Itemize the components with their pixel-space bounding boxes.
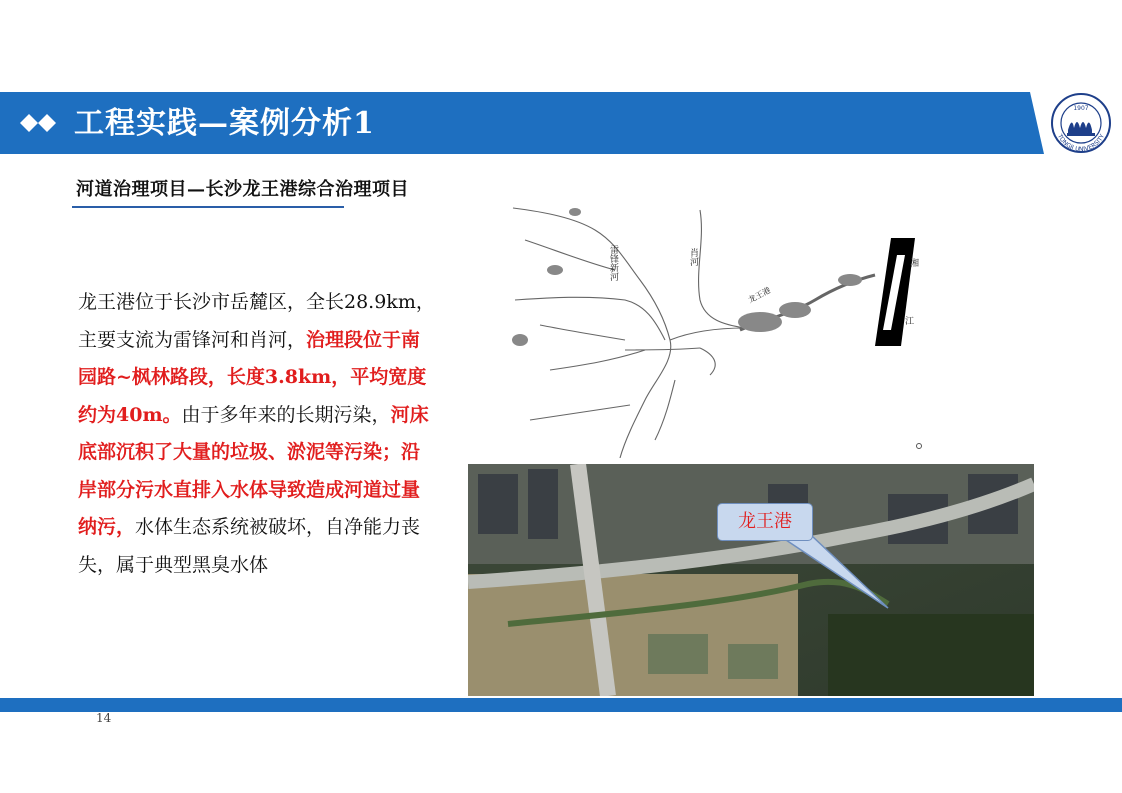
tongji-university-logo <box>1048 92 1114 154</box>
callout-label: 龙王港 <box>717 503 813 541</box>
page-number: 14 <box>96 711 112 725</box>
diamond-icon <box>18 110 62 136</box>
text-highlight-section: 治理段位于南园路~枫林路段，长度3.8km，平均宽度约为40m。 <box>78 328 427 426</box>
svg-text:TONGJI UNIVERSITY: TONGJI UNIVERSITY <box>1055 133 1107 154</box>
text-pollution-intro: 由于多年来的长期污染， <box>181 403 391 426</box>
description-paragraph <box>78 284 438 584</box>
text-conclusion: 水体生态系统被破坏，自净能力丧失，属于典型黑臭水体 <box>78 516 421 576</box>
text-highlight-pollution: 河床底部沉积了大量的垃圾、淤泥等污染；沿岸部分污水直排入水体导致造成河道过量纳污， <box>78 403 429 538</box>
section-subtitle: 河道治理项目—长沙龙王港综合治理项目 <box>76 179 409 200</box>
svg-text:江: 江 <box>905 317 915 327</box>
text-location: 龙王港位于长沙市岳麓区，全长28.9km，主要支流为雷锋河和肖河， <box>78 291 435 351</box>
svg-text:1907: 1907 <box>1073 105 1089 112</box>
river-network-map <box>505 200 925 458</box>
satellite-image <box>468 464 1034 696</box>
subtitle-underline <box>72 206 344 208</box>
map-dot <box>916 443 922 449</box>
svg-text:湘: 湘 <box>910 259 920 269</box>
footer-band <box>0 698 1122 712</box>
callout-pointer <box>760 536 900 616</box>
svg-text:肖河: 肖河 <box>688 248 698 266</box>
page-title: 工程实践—案例分析1 <box>74 106 375 141</box>
svg-text:龙王港: 龙王港 <box>746 285 773 305</box>
svg-text:雷锋新河: 雷锋新河 <box>608 245 618 281</box>
